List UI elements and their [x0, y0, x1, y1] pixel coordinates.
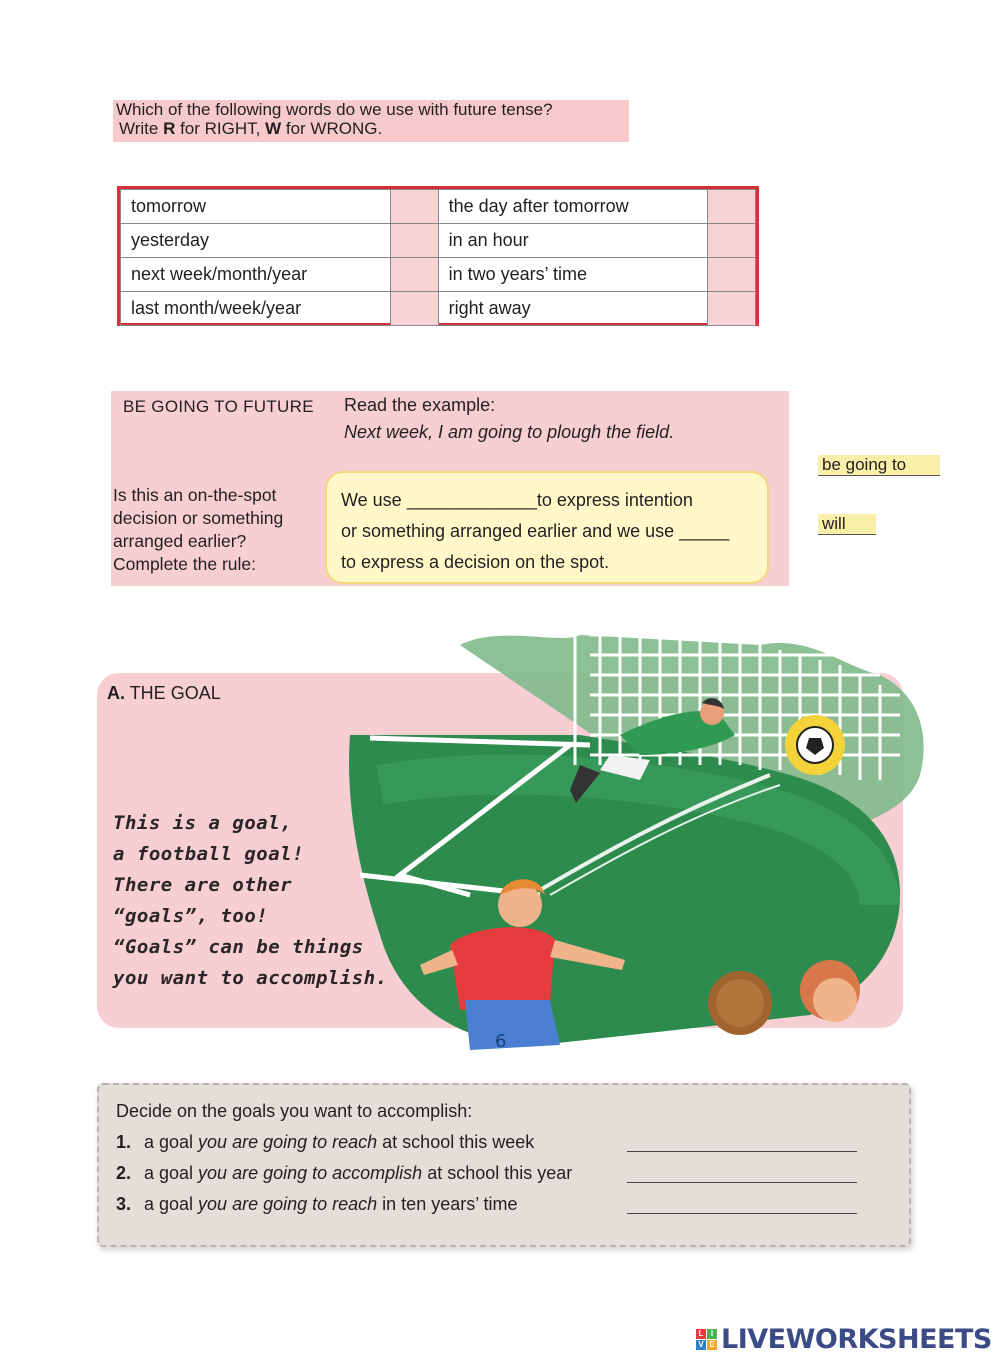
- be-going-to-panel: [111, 391, 789, 586]
- poem-line: There are other: [113, 874, 293, 896]
- table-row: [121, 258, 756, 292]
- word-cell: in an hour: [438, 224, 708, 258]
- shirt-number: 6: [495, 1031, 507, 1052]
- section-heading: BE GOING TO FUTURE: [123, 397, 314, 416]
- word-cell: tomorrow: [121, 190, 391, 224]
- goal-item-2: [116, 1163, 896, 1184]
- liveworksheets-logo: [696, 1322, 992, 1356]
- answer-line-3[interactable]: [627, 1213, 857, 1214]
- rule-text: or something arranged earlier and we use: [341, 521, 680, 541]
- instr-prefix: Write: [119, 119, 164, 138]
- table-row: [121, 292, 756, 326]
- item-text: a goal: [144, 1163, 199, 1183]
- table-row: [121, 224, 756, 258]
- answer-box[interactable]: [708, 258, 756, 292]
- answer-field-be-going-to[interactable]: be going to: [818, 455, 940, 476]
- answer-box[interactable]: [390, 258, 438, 292]
- logo-letter: L: [696, 1329, 706, 1339]
- word-cell: the day after tomorrow: [438, 190, 708, 224]
- item-number: 1.: [116, 1132, 132, 1152]
- word-cell: yesterday: [121, 224, 391, 258]
- item-italic: you are going to reach: [198, 1132, 378, 1152]
- decide-goals-panel: [97, 1083, 911, 1247]
- answer-field-will[interactable]: will: [818, 514, 876, 535]
- poem-line: a football goal!: [113, 843, 305, 865]
- logo-letter: E: [707, 1340, 717, 1350]
- decide-lead: Decide on the goals you want to accomplish:: [116, 1101, 473, 1121]
- rule-question: Is this an on-the-spot decision or something arranged earlier? Complete the rule:: [113, 485, 284, 574]
- poem-line: “Goals” can be things: [113, 936, 364, 958]
- item-text: in ten years’ time: [377, 1194, 518, 1214]
- answer-box[interactable]: [390, 224, 438, 258]
- goal-item-1: [116, 1132, 896, 1153]
- rule-blank-2: _____: [679, 521, 730, 541]
- goal-poem: [113, 808, 388, 994]
- football-illustration: [340, 605, 940, 1065]
- item-text: at school this year: [422, 1163, 573, 1183]
- instructions-line-2: [116, 119, 629, 138]
- item-number: 2.: [116, 1163, 132, 1183]
- item-text: at school this week: [377, 1132, 535, 1152]
- rule-box: [325, 471, 769, 584]
- goal-letter: A.: [107, 683, 125, 703]
- example-sentence: Next week, I am going to plough the field.: [344, 422, 675, 442]
- item-text: a goal: [144, 1132, 199, 1152]
- table-row: [121, 190, 756, 224]
- item-number: 3.: [116, 1194, 132, 1214]
- item-italic: you are going to reach: [198, 1194, 378, 1214]
- rule-line-3: to express a decision on the spot.: [341, 552, 610, 572]
- word-table: [117, 186, 759, 326]
- rule-line-2: [341, 516, 753, 547]
- answer-box[interactable]: [708, 292, 756, 326]
- ball-icon: [785, 715, 845, 775]
- logo-mark-icon: [696, 1329, 717, 1350]
- instructions-line-1: Which of the following words do we use with future tense?: [116, 100, 553, 119]
- instr-mid: for RIGHT,: [175, 119, 266, 138]
- word-cell: next week/month/year: [121, 258, 391, 292]
- poem-line: “goals”, too!: [113, 905, 269, 927]
- answer-box[interactable]: [708, 224, 756, 258]
- rule-text: We use: [341, 490, 407, 510]
- answer-box[interactable]: [390, 190, 438, 224]
- rule-line-1: [341, 485, 753, 516]
- answer-line-1[interactable]: [627, 1151, 857, 1152]
- poem-line: you want to accomplish.: [113, 967, 388, 989]
- rule-blank-1: _____________: [406, 490, 537, 510]
- goal-title: [107, 683, 221, 704]
- instructions-banner: [113, 100, 629, 142]
- logo-text: LIVEWORKSHEETS: [721, 1323, 992, 1355]
- word-cell: in two years’ time: [438, 258, 708, 292]
- instr-r: R: [163, 119, 176, 138]
- instr-w: W: [265, 119, 282, 138]
- word-cell: right away: [438, 292, 708, 326]
- read-example-label: Read the example:: [344, 395, 496, 415]
- answer-box[interactable]: [390, 292, 438, 326]
- item-text: a goal: [144, 1194, 199, 1214]
- answer-line-2[interactable]: [627, 1182, 857, 1183]
- goal-item-3: [116, 1194, 896, 1215]
- instr-suffix: for WRONG.: [281, 119, 383, 138]
- goal-title-text: THE GOAL: [129, 683, 221, 703]
- poem-line: This is a goal,: [113, 812, 293, 834]
- word-cell: last month/week/year: [121, 292, 391, 326]
- logo-letter: V: [696, 1340, 706, 1350]
- logo-letter: I: [707, 1329, 717, 1339]
- item-italic: you are going to accomplish: [198, 1163, 423, 1183]
- answer-box[interactable]: [708, 190, 756, 224]
- rule-text: to express intention: [536, 490, 693, 510]
